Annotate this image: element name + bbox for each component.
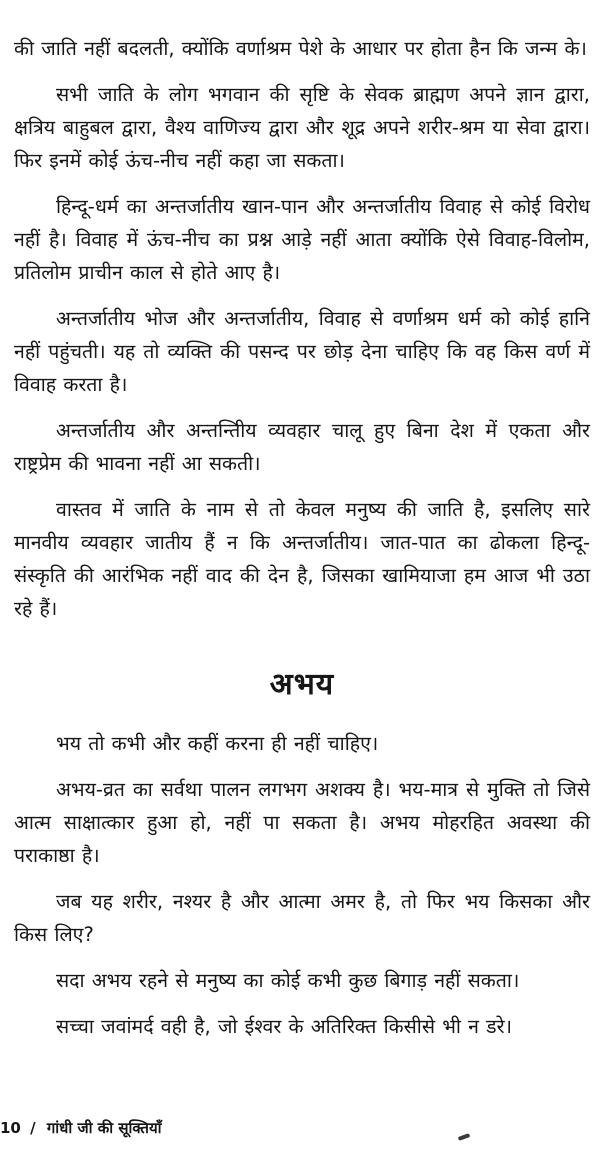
- page-footer: [0, 1118, 162, 1138]
- page-number: 10: [0, 1119, 21, 1137]
- section-heading: अभय: [269, 667, 335, 702]
- paragraph-continued: की जाति नहीं बदलती, क्योंकि वर्णाश्रम पेशे के आधार पर होता हैन कि जन्म के।: [14, 37, 587, 60]
- paragraph-national-unity: अन्तर्जातीय और अन्तन्तिीय व्यवहार चालू हुए बिना देश में एकता और राष्ट्रप्रेम की भावना नहीं आ सकती।: [14, 419, 590, 475]
- paragraph-true-brave: सच्चा जवांमर्द वही है, जो ईश्वर के अतिरिक्त किसीसे भी न डरे।: [56, 1015, 512, 1038]
- book-title: गांधी जी की सूक्तियाँ: [46, 1119, 162, 1137]
- paragraph-always-fearless: सदा अभय रहने से मनुष्य का कोई कभी कुछ बिगाड़ नहीं सकता।: [56, 969, 520, 992]
- paragraph-caste-servants: सभी जाति के लोग भगवान की सृष्टि के सेवक ब्राह्मण अपने ज्ञान द्वारा, क्षत्रिय बाहुबल द्वारा, वैश्य वाणिज्य द्वारा और शूद्र अपने शरीर-श्रम या सेवा द्वारा। फिर इनमें कोई ऊंच-नीच नहीं कहा जा सकता।: [14, 83, 590, 172]
- paragraph-fearlessness-vow: अभय-व्रत का सर्वथा पालन लगभग अशक्य है। भय-मात्र से मुक्ति तो जिसे आत्म साक्षात्कार हुआ हो, नहीं पा सकता है। अभय मोहरहित अवस्था की पराकाष्ठा है।: [14, 778, 590, 867]
- paragraph-human-caste: वास्तव में जाति के नाम से तो केवल मनुष्य की जाति है, इसलिए सारे मानवीय व्यवहार जातीय हैं न कि अन्तर्जातीय। जात-पात का ढोकला हिन्दू-संस्कृति की आरंभिक नहीं वाद की देन है, जिसका खामियाजा हम आज भी उठा रहे हैं।: [14, 498, 590, 620]
- paragraph-intercaste-marriage: हिन्दू-धर्म का अन्तर्जातीय खान-पान और अन्तर्जातीय विवाह से कोई विरोध नहीं है। विवाह में ऊंच-नीच का प्रश्न आड़े नहीं आता क्योंकि ऐसे विवाह-विलोम, प्रतिलोम प्राचीन काल से होते आए है।: [14, 195, 590, 284]
- paragraph-no-fear: भय तो कभी और कहीं करना ही नहीं चाहिए।: [56, 732, 379, 755]
- paragraph-intercaste-dining: अन्तर्जातीय भोज और अन्तर्जातीय, विवाह से वर्णाश्रम धर्म को कोई हानि नहीं पहुंचती। यह तो व्यक्ति की पसन्द पर छोड़ देना चाहिए कि वह किस वर्ण में विवाह करता है।: [14, 307, 590, 396]
- footer-separator: /: [30, 1119, 36, 1137]
- paragraph-body-soul: जब यह शरीर, नश्यर है और आत्मा अमर है, तो फिर भय किसका और किस लिए?: [14, 890, 590, 946]
